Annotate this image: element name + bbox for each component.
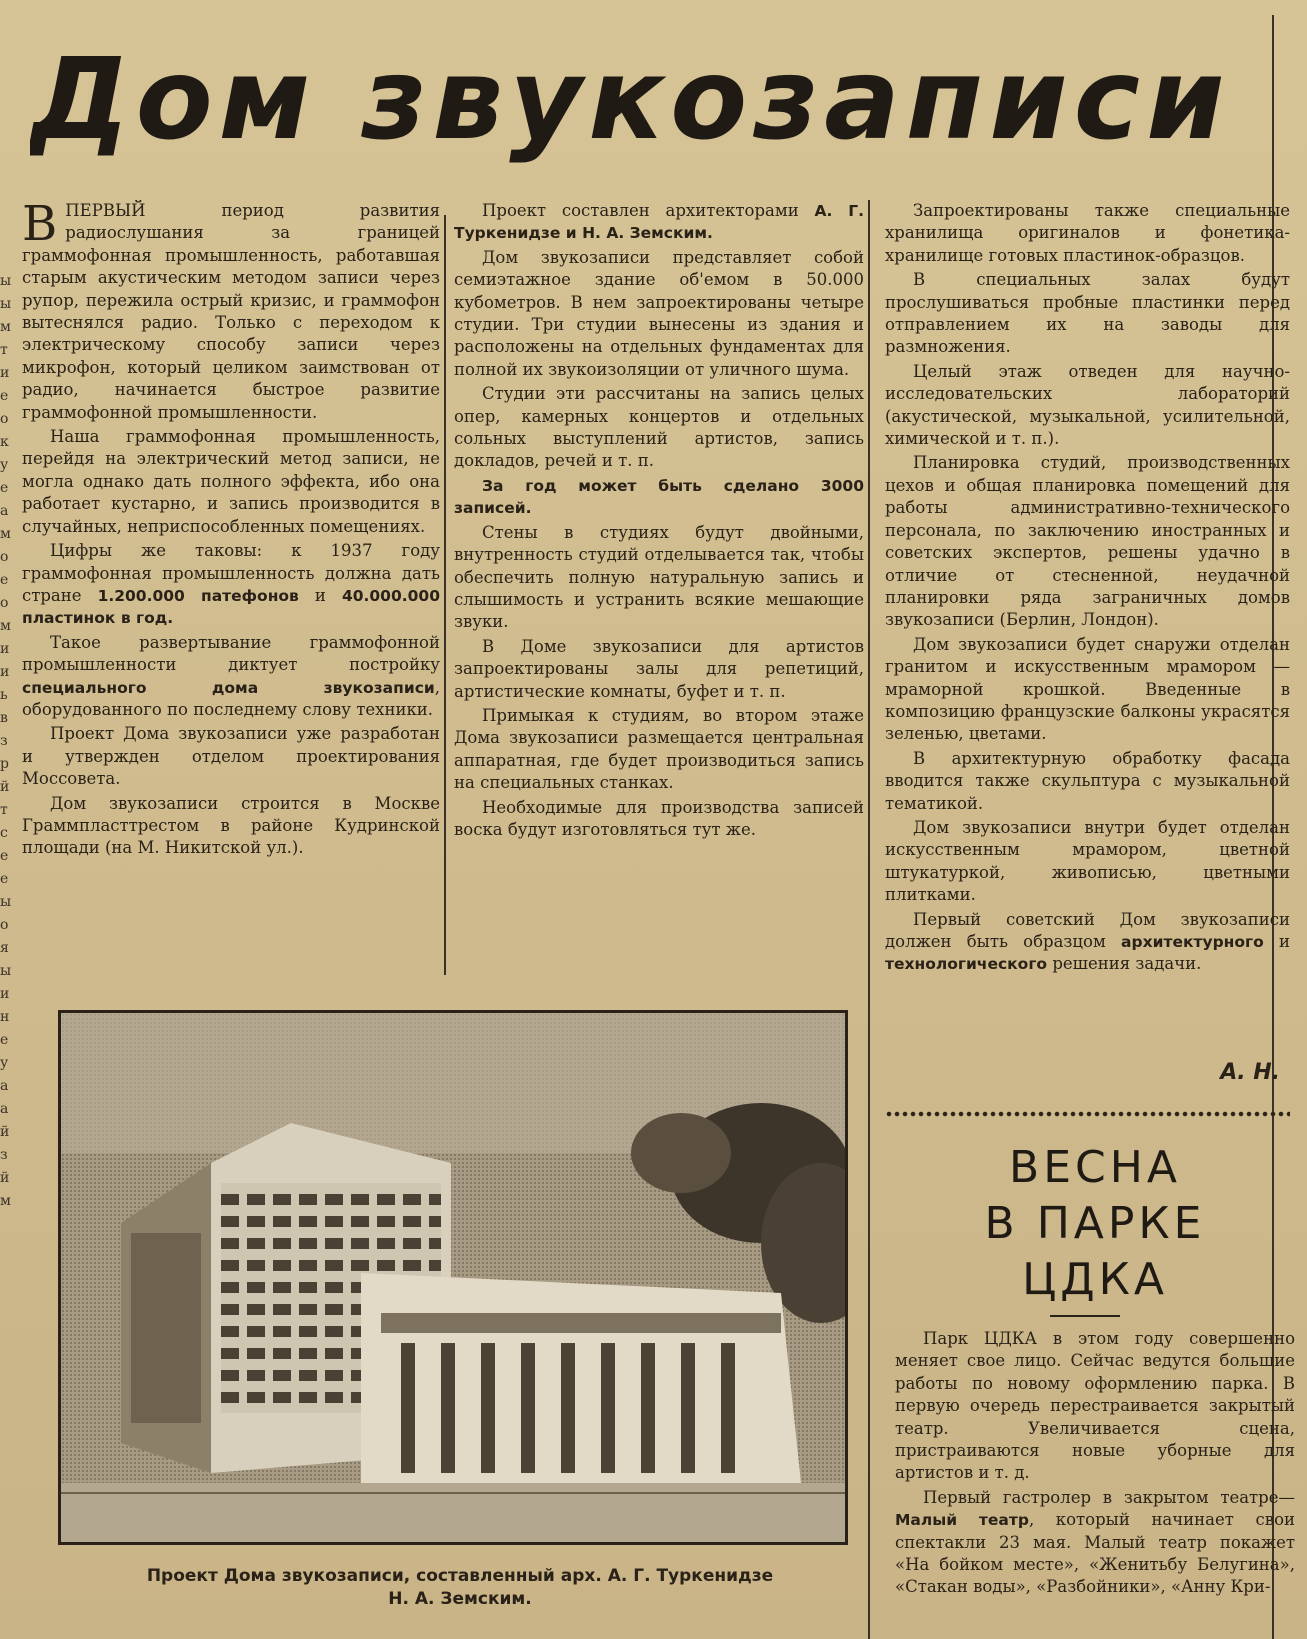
dotted-separator — [885, 1110, 1290, 1118]
col2-paragraph-3: Студии эти рассчитаны на запись целых опер, камерных концертов и отдельных сольных выступлений артистов, запись докладов, речей и т. п. — [454, 384, 864, 471]
col1-paragraph-1: ВПЕРВЫЙ период развития радиослушания за границей граммофонная промышленность, работавшая старым акустическим методом записи через рупор, пережила острый кризис, и граммофон вытеснялся радио. Только с переходом к электрическому способу записи через микрофон, который целиком заимствован от радио, начинается быстрое развитие граммофонной промышленности. — [22, 200, 440, 422]
building-drawing — [61, 1013, 845, 1542]
col2-paragraph-7: Примыкая к студиям, во втором этаже Дома звукозаписи размещается центральная аппаратная, где будет производиться запись на специальных станках. — [454, 705, 864, 793]
col1-paragraph-4: Такое развертывание граммофонной промышленности диктует постройку специального дома звукозаписи, оборудованного по последнему слову техники. — [22, 632, 440, 719]
vesna-headline-rule — [1050, 1315, 1120, 1317]
caption-line-2: Н. А. Земским. — [388, 1589, 532, 1609]
author-signature: А. Н. — [1220, 1060, 1280, 1085]
col2-paragraph-8: Необходимые для производства записей воска будут изготовляться тут же. — [454, 797, 864, 839]
col1-paragraph-2: Наша граммофонная промышленность, перейдя на электрический метод записи, не могла однако дать полного эффекта, ибо она работает кустарно, и запись производится в случайных, неприспособленных помещениях. — [22, 427, 440, 536]
article-column-3 — [885, 200, 1290, 1060]
col3-paragraph-8: Первый советский Дом звукозаписи должен быть образцом архитектурного и технологического решения задачи. — [885, 909, 1290, 974]
caption-line-1: Проект Дома звукозаписи, составленный арх. А. Г. Туркенидзе — [146, 1566, 774, 1586]
col2-paragraph-1: Проект составлен архитекторами А. Г. Туркенидзе и Н. А. Земским. — [454, 201, 864, 243]
col2-paragraph-6: В Доме звукозаписи для артистов запроектированы залы для репетиций, артистические комнаты, буфет и т. п. — [454, 636, 864, 701]
col3-paragraph-7: Дом звукозаписи внутри будет отделан искусственным мрамором, цветной штукатуркой, живописью, цветными плитками. — [885, 817, 1290, 905]
col3-paragraph-4: Планировка студий, производственных цехов и общая планировка помещений для работы административно-технического персонала, по заключению иностранных и советских экспертов, решены удачно в отличие от стесненной, неудачной планировки ряда заграничных домов звукозаписи (Берлин, Лондон). — [885, 453, 1290, 630]
vesna-article — [895, 1328, 1295, 1639]
vesna-headline — [900, 1140, 1290, 1330]
col2-paragraph-4: За год может быть сделано 3000 записей. — [454, 476, 864, 518]
col2-paragraph-2: Дом звукозаписи представляет собой семиэтажное здание об'емом в 50.000 кубометров. В нем запроектированы четыре студии. Три студии вынесены из здания и расположены на отдельных фундаментах для полной их звукоизоляции от уличного шума. — [454, 247, 864, 379]
column-divider-2 — [868, 200, 870, 1639]
left-margin-fragments: ы ы м т и е о к у е а м о е о м и и ь в з р й т с е е ы о я ы и н е у а а й з й м — [0, 273, 12, 1209]
col2-paragraph-5: Стены в студиях будут двойными, внутренность студий отделывается так, чтобы обеспечить полную натуральную запись и слышимость и устранить всякие мешающие звуки. — [454, 522, 864, 632]
photo-caption — [60, 1565, 860, 1615]
vesna-headline-line-3: ЦДКА — [1022, 1254, 1168, 1305]
col1-paragraph-3: Цифры же таковы: к 1937 году граммофонная промышленность должна дать стране 1.200.000 патефонов и 40.000.000 пластинок в год. — [22, 541, 440, 628]
article-column-1 — [22, 200, 440, 985]
vesna-paragraph-2: Первый гастролер в закрытом театре—Малый театр, который начинает свои спектакли 23 мая. Малый театр покажет «На бойком месте», «Женитьбу Белугина», «Стакан воды», «Разбойники», «Анну Кри- — [895, 1487, 1295, 1597]
col1-paragraph-5: Проект Дома звукозаписи уже разработан и утвержден отделом проектирования Моссовета. — [22, 724, 440, 789]
col3-paragraph-6: В архитектурную обработку фасада вводится также скульптура с музыкальной тематикой. — [885, 748, 1290, 813]
vesna-headline-line-1: ВЕСНА — [1009, 1142, 1181, 1193]
article-column-2 — [454, 200, 864, 985]
dropcap: В — [22, 200, 58, 252]
col3-paragraph-5: Дом звукозаписи будет снаружи отделан гранитом и искусственным мрамором — мраморной крошкой. Введенные в композицию французские балконы украсятся зеленью, цветами. — [885, 634, 1290, 744]
col3-paragraph-3: Целый этаж отведен для научно-исследовательских лабораторий (акустической, музыкальной, усилительной, химической и т. п.). — [885, 361, 1290, 449]
col3-paragraph-1: Запроектированы также специальные хранилища оригиналов и фонетика-хранилище готовых пластинок-образцов. — [885, 201, 1290, 265]
vesna-paragraph-1: Парк ЦДКА в этом году совершенно меняет свое лицо. Сейчас ведутся большие работы по новому оформлению парка. В первую очередь перестраивается закрытый театр. Увеличивается сцена, пристраиваются новые уборные для артистов и т. д. — [895, 1329, 1295, 1483]
col1-paragraph-6: Дом звукозаписи строится в Москве Граммпласттрестом в районе Кудринской площади (на М. Никитской ул.). — [22, 793, 440, 858]
vesna-headline-line-2: В ПАРКЕ — [984, 1198, 1206, 1249]
page-headline: Дом звукозаписи — [30, 35, 1231, 165]
building-illustration — [58, 1010, 848, 1545]
col3-paragraph-2: В специальных залах будут прослушиваться пробные пластинки перед отправлением их на заводы для размножения. — [885, 270, 1290, 357]
column-divider-1 — [444, 215, 446, 975]
